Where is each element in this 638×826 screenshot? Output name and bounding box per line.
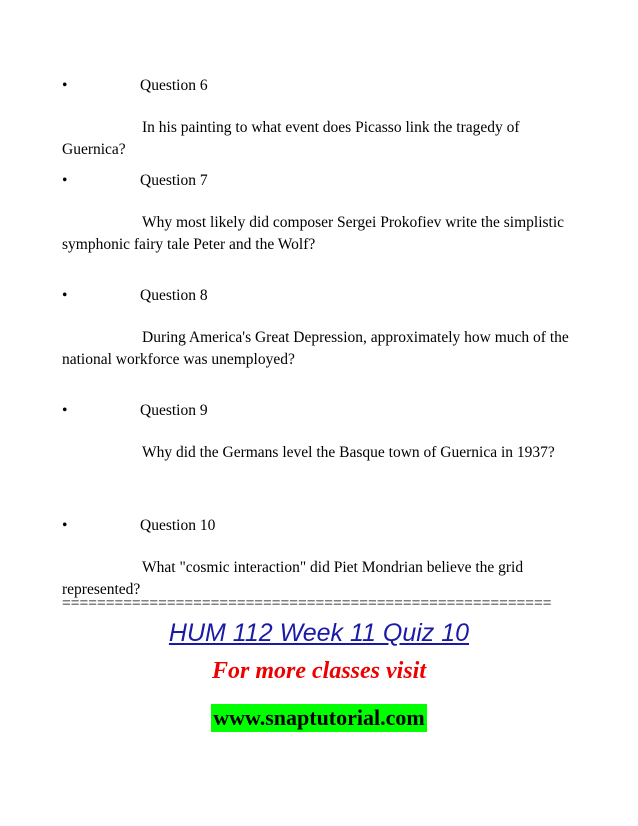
bullet: • [62,172,68,189]
question-label: Question 6 [140,77,208,94]
question-label: Question 8 [140,287,208,304]
website-link[interactable]: www.snaptutorial.com [213,705,425,730]
course-title-link[interactable]: HUM 112 Week 11 Quiz 10 [168,619,470,647]
question-10 [62,515,582,601]
question-8 [62,285,582,371]
more-classes-text: For more classes visit [212,658,426,684]
question-label: Question 10 [140,517,216,534]
bullet: • [62,287,68,304]
question-text: During America's Great Depression, approximately how much of the national workforce was unemployed? [62,329,569,368]
question-text: Why most likely did composer Sergei Prokofiev write the simplistic symphonic fairy tale Peter and the Wolf? [62,214,565,253]
question-label: Question 9 [140,402,208,419]
course-title [0,618,638,648]
question-7 [62,170,582,256]
question-text: In his painting to what event does Picasso link the tragedy of Guernica? [62,119,520,158]
question-6 [62,75,582,161]
question-9 [62,400,582,464]
question-label: Question 7 [140,172,208,189]
separator-line: ======================================================== [62,595,552,612]
question-text: Why did the Germans level the Basque town of Guernica in 1937? [142,444,555,461]
question-text: What "cosmic interaction" did Piet Mondrian believe the grid represented? [62,559,524,598]
website-container [0,704,638,732]
bullet: • [62,402,68,419]
bullet: • [62,77,68,94]
bullet: • [62,517,68,534]
